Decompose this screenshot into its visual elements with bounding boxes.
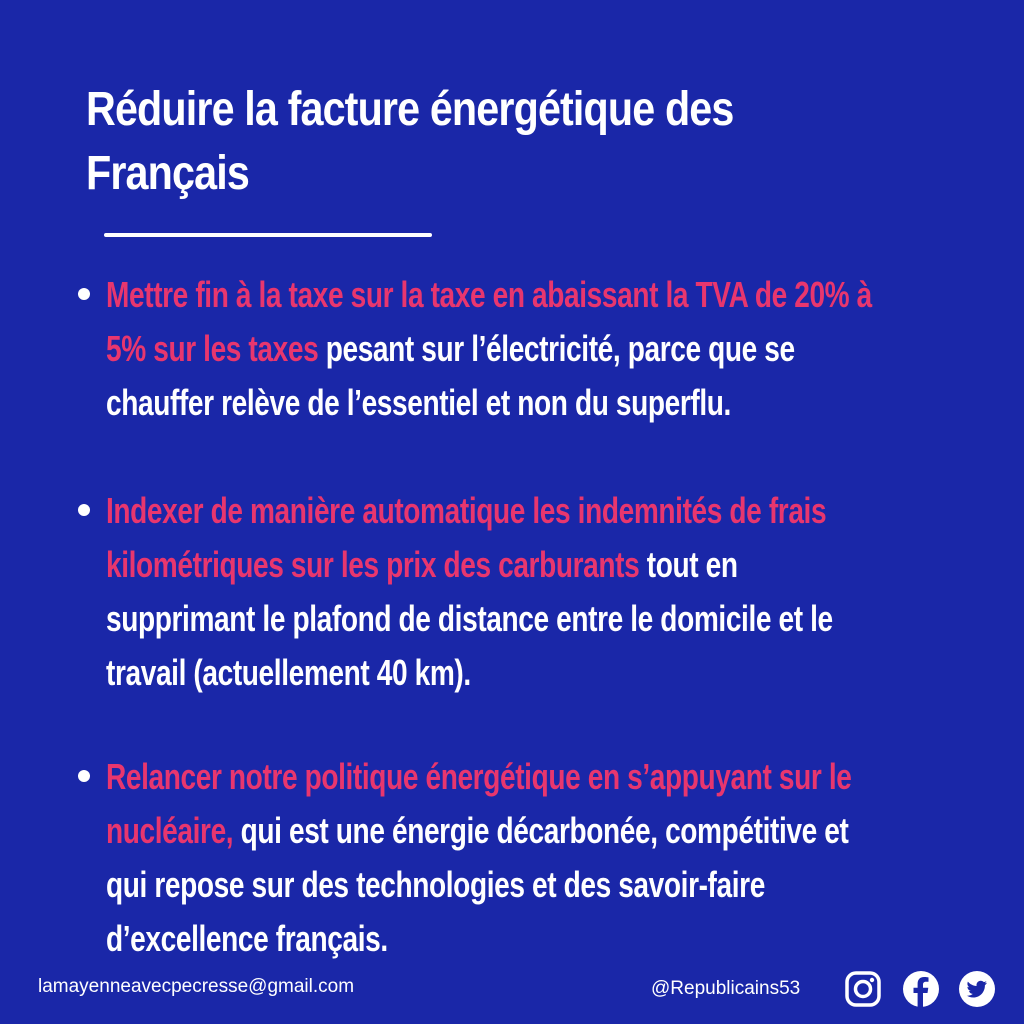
twitter-icon[interactable] [958, 970, 996, 1008]
bullet-dot [78, 504, 90, 516]
bullet-dot [78, 770, 90, 782]
bullet-text [106, 750, 886, 966]
contact-email[interactable]: lamayenneavecpecresse@gmail.com [38, 976, 355, 997]
title-underline [104, 233, 432, 237]
bullet-dot [78, 288, 90, 300]
facebook-icon[interactable] [902, 970, 940, 1008]
page-title-line-2: Français [86, 147, 249, 200]
bullet-highlight: Indexer de manière automatique les indemnités de frais kilométriques sur les prix des carburants [106, 490, 827, 585]
page-title [86, 78, 740, 206]
bullet-rest: qui est une énergie décarbonée, compétitive et qui repose sur des technologies et des savoir-faire d’excellence français. [106, 810, 849, 959]
bullet-rest: tout en supprimant le plafond de distance entre le domicile et le travail (actuellement 40 km). [106, 544, 833, 693]
social-handle: @Republicains53 [651, 978, 801, 999]
bullet-text [106, 484, 886, 700]
instagram-icon[interactable] [844, 970, 882, 1008]
page-title-line-1: Réduire la facture énergétique des [86, 83, 734, 136]
bullet-text [106, 268, 886, 430]
bullet-highlight: Relancer notre politique énergétique en s’appuyant sur le nucléaire, [106, 756, 852, 851]
bullet-highlight: Mettre fin à la taxe sur la taxe en abaissant la TVA de 20% à 5% sur les taxes [106, 274, 872, 369]
bullet-rest: pesant sur l’électricité, parce que se chauffer relève de l’essentiel et non du superflu. [106, 328, 795, 423]
